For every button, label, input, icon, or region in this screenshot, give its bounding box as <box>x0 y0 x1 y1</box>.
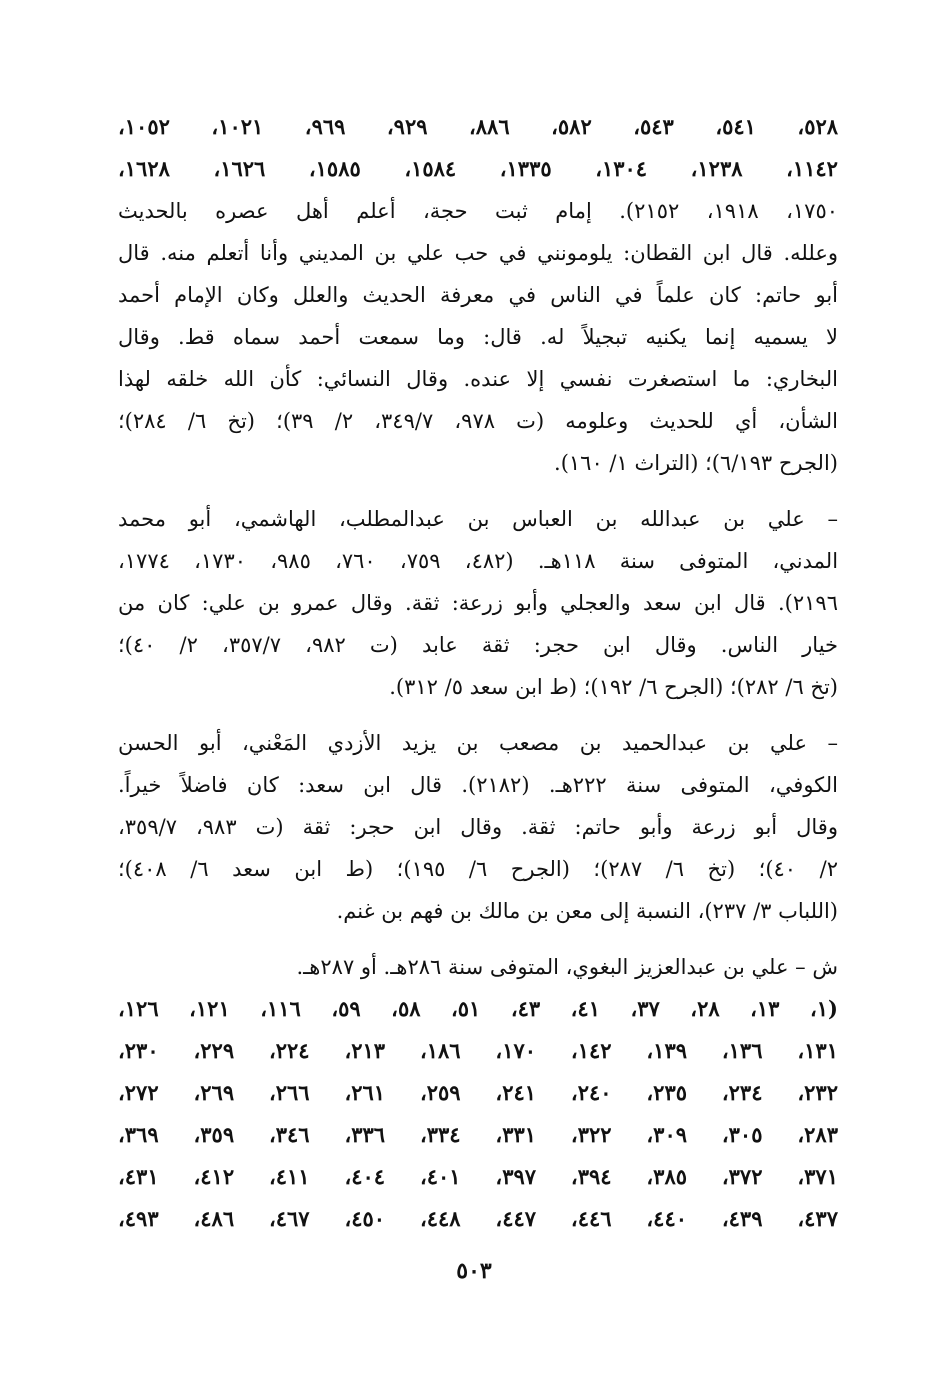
text-line: (١، ١٣، ٢٨، ٣٧، ٤١، ٤٣، ٥١، ٥٨، ٥٩، ١١٦، ١٢١، ١٢٦، <box>118 996 838 1021</box>
text-line: ٣٧١، ٣٧٢، ٣٨٥، ٣٩٤، ٣٩٧، ٤٠١، ٤٠٤، ٤١١، ٤١٢، ٤٣١، <box>118 1164 838 1189</box>
text-line: البخاري: ما استصغرت نفسي إلا عنده. وقال النسائي: كأن الله خلقه لهذا <box>118 367 838 391</box>
text-line: ٢١٩٦). قال ابن سعد والعجلي وأبو زرعة: ثقة. وقال عمرو بن علي: كان من <box>118 591 838 615</box>
page-body <box>118 106 838 1240</box>
text-line: – علي بن عبدالله بن العباس بن عبدالمطلب، الهاشمي، أبو محمد <box>118 507 838 531</box>
text-line: ٥٢٨، ٥٤١، ٥٤٣، ٥٨٢، ٨٨٦، ٩٢٩، ٩٦٩، ١٠٢١، ١٠٥٢، <box>118 114 839 139</box>
text-line: المدني، المتوفى سنة ١١٨هـ. (٤٨٢، ٧٥٩، ٧٦٠، ٩٨٥، ١٧٣٠، ١٧٧٤، <box>118 549 839 573</box>
text-line: وعلله. قال ابن القطان: يلومونني في حب علي بن المديني وأنا أتعلم منه. قال <box>118 241 838 265</box>
text-line: خيار الناس. وقال ابن حجر: ثقة عابد (ت ٩٨٢، ٣٥٧/٧، ٢/ ٤٠)؛ <box>118 633 839 657</box>
text-line: (تخ ٦/ ٢٨٢)؛ (الجرح ٦/ ١٩٢)؛ (ط ابن سعد ٥/ ٣١٢). <box>389 675 838 699</box>
entry-ali-ibn-abdalhamid <box>118 722 838 932</box>
text-line: وقال أبو زرعة وأبو حاتم: ثقة. وقال ابن حجر: ثقة (ت ٩٨٣، ٣٥٩/٧، <box>118 815 838 839</box>
page-number: ٥٠٣ <box>456 1258 492 1284</box>
text-line: – علي بن عبدالحميد بن مصعب بن يزيد الأزدي المَعْني، أبو الحسن <box>118 731 838 755</box>
text-line: ١١٤٢، ١٢٣٨، ١٣٠٤، ١٣٣٥، ١٥٨٤، ١٥٨٥، ١٦٢٦، ١٦٢٨، <box>118 156 838 181</box>
text-line: الكوفي، المتوفى سنة ٢٢٢هـ. (٢١٨٢). قال ابن سعد: كان فاضلاً خيراً. <box>118 773 838 797</box>
text-line: ١٣١، ١٣٦، ١٣٩، ١٤٢، ١٧٠، ١٨٦، ٢١٣، ٢٢٤، ٢٢٩، ٢٣٠، <box>118 1038 838 1063</box>
text-line: لا يسميه إنما يكنيه تبجيلاً له. قال: وما سمعت أحمد سماه قط. وقال <box>118 325 838 349</box>
text-line: (اللباب ٣/ ٢٣٧)، النسبة إلى معن بن مالك بن فهم بن غنم. <box>336 899 838 923</box>
text-line: ش – علي بن عبدالعزيز البغوي، المتوفى سنة ٢٨٦هـ. أو ٢٨٧هـ. <box>296 955 838 979</box>
text-line: (الجرح ٦/١٩٣)؛ (التراث ١/ ١٦٠). <box>554 451 838 475</box>
text-line: ٢/ ٤٠)؛ (تخ ٦/ ٢٨٧)؛ (الجرح ٦/ ١٩٥)؛ (ط ابن سعد ٦/ ٤٠٨)؛ <box>118 857 838 881</box>
entry-ali-ibn-abdalaziz-al-baghawi <box>118 946 838 1240</box>
text-line: ٢٨٣، ٣٠٥، ٣٠٩، ٣٢٢، ٣٣١، ٣٣٤، ٣٣٦، ٣٤٦، ٣٥٩، ٣٦٩، <box>118 1122 838 1147</box>
text-line: الشأن، أي للحديث وعلومه (ت ٩٧٨، ٣٤٩/٧، ٢/ ٣٩)؛ (تخ ٦/ ٢٨٤)؛ <box>118 409 838 433</box>
text-line: ١٧٥٠، ١٩١٨، ٢١٥٢). إمام ثبت حجة، أعلم أهل عصره بالحديث <box>118 199 839 223</box>
text-line: ٤٣٧، ٤٣٩، ٤٤٠، ٤٤٦، ٤٤٧، ٤٤٨، ٤٥٠، ٤٦٧، ٤٨٦، ٤٩٣، <box>118 1206 838 1231</box>
text-line: أبو حاتم: كان علماً في الناس في معرفة الحديث والعلل وكان الإمام أحمد <box>118 283 838 307</box>
entry-ali-ibn-al-madini-continued <box>118 106 838 484</box>
text-line: ٢٣٢، ٢٣٤، ٢٣٥، ٢٤٠، ٢٤١، ٢٥٩، ٢٦١، ٢٦٦، ٢٦٩، ٢٧٢، <box>118 1080 838 1105</box>
entry-ali-ibn-abdallah-ibn-al-abbas <box>118 498 838 708</box>
